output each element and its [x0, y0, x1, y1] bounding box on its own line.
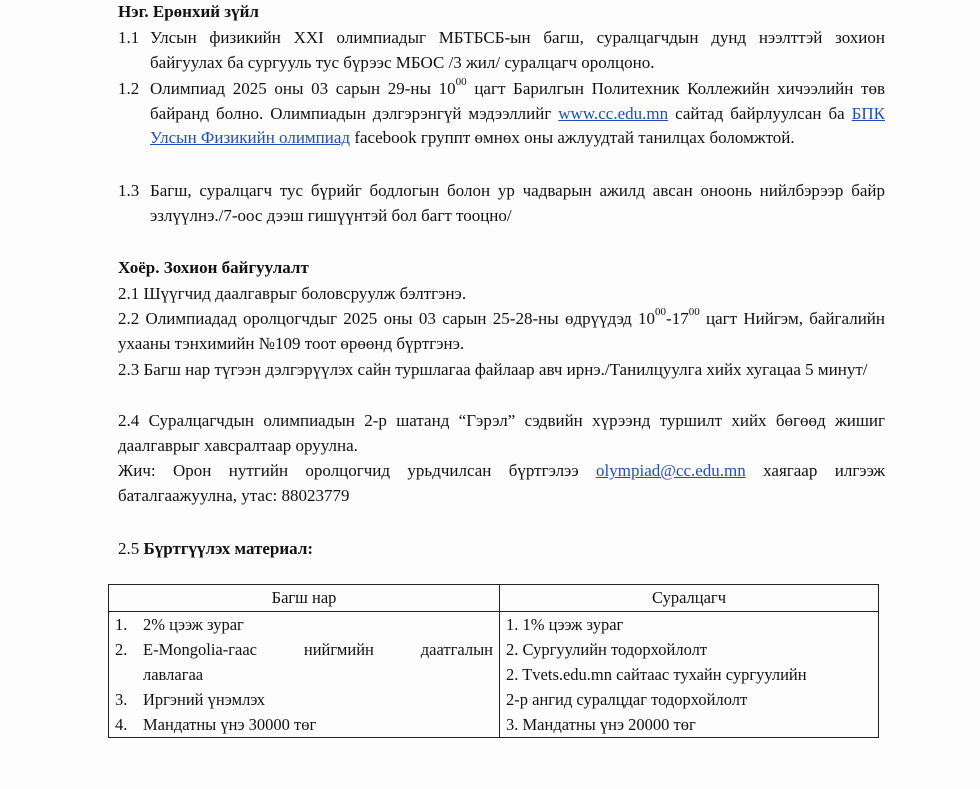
list-item-continued: 2-р ангид суралцдаг тодорхойлолт [506, 690, 748, 709]
item-text: Олимпиад 2025 оны 03 сарын 29-ны $10^{00}$ цагт Барилгын Политехник Коллежийн хичээлийн төв байранд болно. Олимпиадын дэлгэрэнгүй мэдээллийг www.cc.edu.mn сайтад байрлуулсан ба БПК Улсын Физикийн олимпиад facebook группт өмнөх оны ажлуудтай танилцах боломжтой. [150, 76, 885, 147]
item-text: Багш, суралцагч тус бүрийг бодлогын болон ур чадварын ажилд авсан оноонь нийлбэрээр байр эзлүүлнэ./7-оос дээш гишүүнтэй бол багт тооцно/ [150, 181, 885, 225]
note-paragraph: Жич: Орон нутгийн оролцогчид урьдчилсан бүртгэлээ olympiad@cc.edu.mn хаягаар илгээж баталгаажуулна, утас: 88023779 [118, 461, 886, 505]
list-item: 2. E-Mongolia-гаас нийгмийн даатгалын [115, 640, 493, 659]
section2-title: Хоёр. Зохион байгуулалт [118, 258, 309, 277]
website-link[interactable]: www.cc.edu.mn [558, 103, 669, 123]
students-cell [500, 612, 879, 738]
item-number: 1.2 [118, 79, 140, 98]
paragraph-2-4: 2.4 Суралцагчдын олимпиадын 2-р шатанд “Гэрэл” сэдвийн хүрээнд туршилт хийх бөгөөд жишиг даалгаврыг хавсралтаар оруулна. [118, 411, 885, 455]
item-number: 1.3 [118, 181, 140, 200]
list-item: 3. Иргэний үнэмлэх [115, 690, 266, 709]
list-item: 2. Сургуулийн тодорхойлолт [506, 640, 708, 659]
materials-table [108, 584, 879, 738]
section1-title: Нэг. Ерөнхий зүйл [118, 2, 259, 21]
paragraph-2-3: 2.3 Багш нар түгээн дэлгэрүүлэх сайн туршлагаа файлаар авч ирнэ./Танилцуулга хийх хугацаа 5 минут/ [118, 360, 868, 379]
list-item: 3. Мандатны үнэ 20000 төг [506, 715, 696, 734]
item-1-2 [118, 77, 885, 151]
teachers-header: Багш нар [109, 585, 500, 612]
list-item: 1. 2% цээж зураг [115, 615, 244, 634]
list-item: 4. Мандатны үнэ 30000 төг [115, 715, 317, 734]
list-item: 2. Tvets.edu.mn сайтаас тухайн сургуулийн [506, 665, 807, 684]
facebook-group-link[interactable]: БПК Улсын Физикийн олимпиад [150, 103, 885, 147]
email-link[interactable]: olympiad@cc.edu.mn [596, 461, 746, 480]
table-header-row [109, 585, 879, 612]
item-number: 1.1 [118, 28, 140, 47]
table-row [109, 612, 879, 738]
materials-title: 2.5 Бүртгүүлэх материал: [118, 539, 314, 558]
item-1-1 [118, 26, 885, 75]
item-text: Улсын физикийн XXI олимпиадыг МБТБСБ-ын багш, суралцагчдын дунд нээлттэй зохион байгуулах ба сургууль тус бүрээс МБОС /3 жил/ суралцагч оролцоно. [150, 28, 885, 72]
teachers-cell [109, 612, 500, 738]
paragraph-2-2: 2.2 Олимпиадад оролцогчдыг 2025 оны 03 сарын 25-28-ны өдрүүдэд $10^{00}-17^{00}$ цагт Нийгэм, байгалийн ухааны тэнхимийн №109 тоот өрөөнд бүртгэнэ. [118, 306, 885, 353]
list-item: 1. 1% цээж зураг [506, 615, 624, 634]
item-1-3 [118, 179, 885, 228]
paragraph-2-1: 2.1 Шүүгчид даалгаврыг боловсруулж бэлтгэнэ. [118, 284, 467, 303]
list-item-continued: лавлагаа [143, 665, 204, 684]
students-header: Суралцагч [500, 585, 879, 612]
